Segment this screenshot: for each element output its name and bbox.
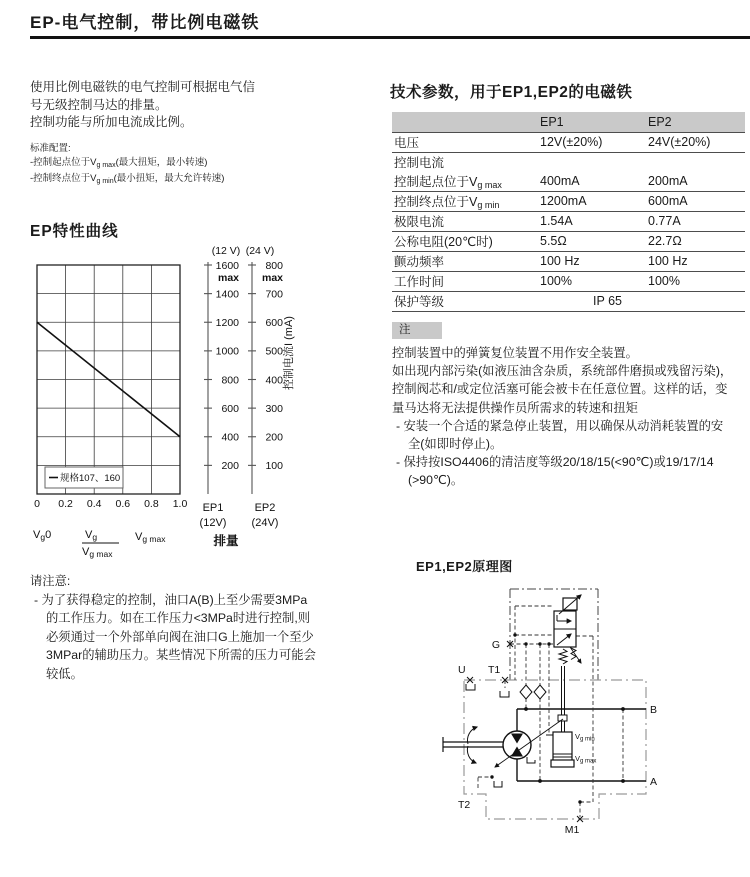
config-item: -控制起点位于$V_{g max}$(最大扭矩，最小转速) [30,156,208,169]
table-header-row [392,112,745,132]
standard-config-title: 标准配置: [30,143,71,154]
note-line: 控制阀芯和/或定位活塞可能会被卡在任意位置。这样的话，变 [392,382,728,397]
notice-line: 必须通过一个外部单向阀在油口G上施加一个至少 [46,629,314,644]
table-row: 控制电流 [394,156,445,170]
y-axis-volt: (24V) [251,517,279,529]
page-title: EP-电气控制，带比例电磁铁 [30,13,260,32]
y-tick-label: 200 [265,431,283,444]
y-tick-label: 800 [265,259,283,272]
y-axis-title: 控制电流I (mA) [283,316,295,390]
port-label-g: G [491,639,500,651]
y-tick-label: 400 [265,374,283,387]
y-tick-label: 400 [221,431,239,444]
rotation-arrow-icon [467,746,476,763]
x-tick-label: 0.6 [115,498,131,510]
drain-bracket-icon [466,684,475,690]
check-valve-icon [534,685,546,699]
port-label-m1: M1 [564,824,580,836]
drain-bracket-icon [500,691,509,697]
x-axis-term: $V_{g max}$ [82,546,113,560]
port-label-u: U [458,664,466,676]
standard-config [30,142,224,189]
note-line: 全(如即时停止)。 [408,437,503,452]
specs-table-wrap [392,112,745,312]
x-tick-label: 1.0 [172,498,188,510]
notice-line: 较低。 [46,666,83,681]
note-line: (>90℃)。 [408,473,464,488]
pilot-lines [478,606,623,817]
y-tick-label: 200 [221,460,239,473]
control-cylinder [546,732,596,767]
y-axis-name: EP1 [202,502,224,514]
note-line: 如出现内部污染(如液压油含杂质，系统部件磨损或残留污染)， [392,364,733,379]
table-row: 工作时间 100% 100% [392,271,745,291]
y-max-note: max [261,272,283,284]
x-tick-label: 0.2 [58,498,73,510]
x-axis-term: $V_g$ [85,529,98,543]
port-label-t1: T1 [488,664,501,676]
y-tick-label: 100 [265,460,283,473]
intro-line: 号无级控制马达的排量。 [30,97,168,112]
config-item: -控制终点位于$V_{g min}$(最小扭矩，最大允许转速) [30,173,225,185]
specs-heading: 技术参数，用于EP1,EP2的电磁铁 [390,84,633,101]
y-max-note: max [217,272,239,284]
ep-characteristic-chart [25,238,345,568]
intro-line: 控制功能与所加电流成比例。 [30,115,193,129]
motor-icon [443,719,563,767]
y-tick-label: 1200 [215,317,239,330]
notice-line: - 为了获得稳定的控制，油口A(B)上至少需要3MPa [34,592,308,607]
table-row: 控制起点位于Vg max 400mA 200mA [392,172,745,192]
vg-max-label: $V_{g max}$ [575,754,597,765]
table-row: 控制终点位于Vg min 1200mA 600mA [392,191,745,211]
proportional-valve [554,595,581,732]
header-ep2: EP2 [648,114,672,129]
table-row: 极限电流 1.54A 0.77A [392,211,745,231]
drain-bracket-icon [494,781,502,787]
title-rule [30,36,750,39]
note-line: 控制装置中的弹簧复位装置不用作安全装置。 [392,346,638,360]
schematic-heading: EP1,EP2原理图 [416,559,513,574]
x-tick-label: 0 [34,498,40,510]
vg-min-label: $V_{g min}$ [575,732,595,743]
port-label-a: A [650,776,658,788]
y-tick-label: 700 [265,288,283,301]
y-tick-label: 500 [265,345,283,358]
check-valve-icon [520,685,532,699]
note-block [390,344,750,490]
note-line: - 保持按ISO4406的清洁度等级20/18/15(<90℃)或19/17/14 [396,455,714,470]
y-tick-label: 800 [221,374,239,387]
intro-paragraph [30,79,255,132]
chart-heading: EP特性曲线 [30,223,119,240]
hydraulic-schematic [400,574,750,864]
table-row: 保护等级 IP 65 [392,291,745,311]
y-tick-label: 1000 [215,345,239,358]
x-tick-label: 0.4 [86,498,102,510]
notice-block [30,572,316,684]
x-axis-term: $V_g0$ [33,529,52,543]
y-tick-label: 1400 [215,288,239,301]
note-line: - 安装一个合适的紧急停止装置，用以确保从动消耗装置的安 [396,418,724,433]
note-line: 量马达将无法提供操作员所需求的转速和扭矩 [392,400,638,415]
y-axis-name: EP2 [254,502,276,514]
header-ep1: EP1 [540,114,564,129]
adjust-arrow-icon [570,647,581,663]
y-tick-label: 600 [265,317,283,330]
notice-line: 的工作压力。如在工作压力<3MPa时进行控制,则 [46,611,311,626]
displacement-label: 排量 [213,534,239,548]
control-rod [562,666,565,732]
specs-table [392,112,745,312]
header-empty-cell [392,112,540,132]
spring-icon [559,649,567,664]
y-axis-header: (24 V) [245,245,275,257]
y-axis-header: (12 V) [211,245,241,257]
notice-title: 请注意: [30,574,71,588]
y-tick-label: 300 [265,402,283,415]
table-row: 颤动频率 100 Hz 100 Hz [392,251,745,271]
x-axis-term: $V_{g max}$ [135,531,166,545]
intro-line: 使用比例电磁铁的电气控制可根据电气信 [30,80,256,94]
table-row: 电压 12V(±20%) 24V(±20%) [392,132,745,152]
port-label-b: B [650,704,658,716]
port-label-t2: T2 [458,799,471,811]
notice-line: 3MPar的辅助压力。某些情况下所需的压力可能会 [46,648,316,663]
note-badge: 注 [392,322,442,339]
rod-collar [558,715,567,721]
legend-label: 规格107、160 [60,473,121,484]
y-tick-label: 1600 [215,259,239,272]
table-row: 公称电阻(20℃时) 5.5Ω 22.7Ω [392,231,745,251]
case-drain-icon [527,757,535,763]
y-tick-label: 600 [221,402,239,415]
x-tick-label: 0.8 [144,498,159,510]
y-axis-volt: (12V) [199,517,227,529]
